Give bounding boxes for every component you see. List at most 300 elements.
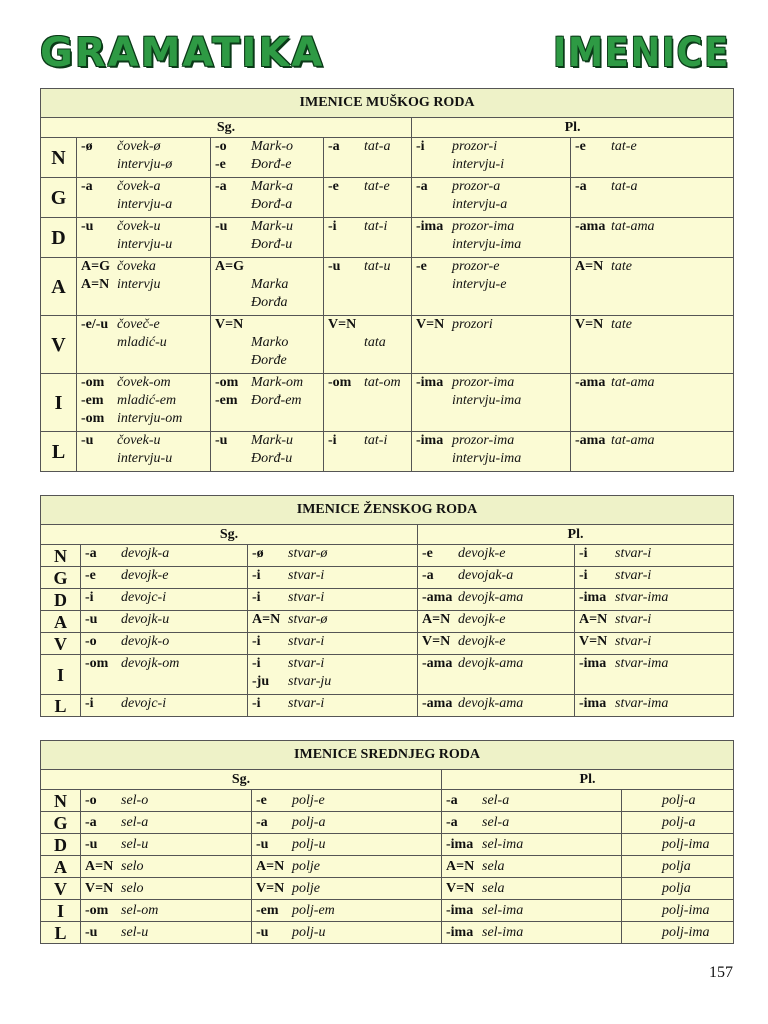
word-form: sela (482, 858, 505, 874)
suffix: -ama (575, 219, 606, 234)
form-cell (418, 567, 575, 589)
form-cell (571, 178, 734, 218)
masculine-nouns-table (40, 88, 734, 472)
table-row (41, 900, 734, 922)
suffix: -a (85, 546, 97, 561)
word-form: tat-e (364, 179, 390, 194)
table-row (41, 545, 734, 567)
form-cell (418, 545, 575, 567)
word-form: Đorđ-u (251, 451, 293, 466)
form-cell (324, 178, 412, 218)
word-form: tat-i (364, 433, 388, 448)
word-form: Đorđe (251, 353, 287, 368)
suffix: -o (215, 139, 227, 154)
form-cell (81, 878, 252, 900)
case-label: N (41, 790, 81, 812)
table-row (41, 655, 734, 695)
word-form: Mark-a (251, 179, 293, 194)
suffix (626, 836, 662, 854)
word-form: mladić-em (117, 393, 177, 408)
form-cell (575, 545, 734, 567)
suffix: V=N (422, 634, 451, 649)
suffix (215, 450, 251, 468)
case-label: L (41, 432, 77, 472)
suffix: A=N (446, 858, 475, 874)
form-cell (324, 316, 412, 374)
form-cell (622, 922, 734, 944)
suffix (626, 880, 662, 898)
table-row (41, 633, 734, 655)
word-form: sel-ima (482, 924, 524, 940)
form-cell (622, 878, 734, 900)
case-label: L (41, 922, 81, 944)
suffix: -e (85, 568, 96, 583)
suffix: -a (446, 814, 458, 830)
plural-header: Pl. (418, 525, 734, 545)
form-cell (622, 900, 734, 922)
word-form: prozori (452, 317, 493, 332)
form-cell (442, 900, 622, 922)
word-form: tate (611, 259, 632, 274)
form-cell (442, 790, 622, 812)
suffix (81, 196, 117, 214)
form-cell (442, 856, 622, 878)
word-form: polj-a (662, 792, 696, 808)
table-row (41, 790, 734, 812)
neuter-nouns-table (40, 740, 734, 944)
case-label: G (41, 812, 81, 834)
word-form: prozor-ima (452, 219, 515, 234)
form-cell (248, 611, 418, 633)
case-label: A (41, 258, 77, 316)
suffix: V=N (579, 634, 608, 649)
suffix: -ima (579, 696, 607, 711)
singular-header: Sg. (41, 118, 412, 138)
form-cell (77, 316, 211, 374)
suffix: -i (328, 433, 337, 448)
word-form: Mark-u (251, 433, 293, 448)
word-form: polj-e (292, 792, 325, 808)
word-form: Mark-om (251, 375, 304, 390)
table-row (41, 922, 734, 944)
word-form: sel-ima (482, 902, 524, 918)
suffix (215, 236, 251, 254)
suffix: -em (81, 393, 104, 408)
word-form: čovek-om (117, 375, 171, 390)
form-cell (571, 138, 734, 178)
word-form: sel-o (121, 792, 149, 808)
suffix: -u (81, 433, 94, 448)
word-form: polj-u (292, 836, 326, 852)
suffix (81, 236, 117, 254)
plural-header: Pl. (412, 118, 734, 138)
suffix: -u (215, 219, 228, 234)
form-cell (575, 567, 734, 589)
suffix: -u (81, 219, 94, 234)
suffix: -ama (575, 375, 606, 390)
case-label: V (41, 878, 81, 900)
suffix: -em (215, 393, 238, 408)
word-form: intervju-ima (452, 451, 522, 466)
word-form: prozor-i (452, 139, 498, 154)
form-cell (81, 589, 248, 611)
suffix: -a (256, 814, 268, 830)
suffix: -o (85, 792, 97, 808)
suffix: -ø (252, 546, 264, 561)
suffix: -ø (81, 139, 93, 154)
case-label: L (41, 695, 81, 717)
table-row (41, 258, 734, 316)
suffix (626, 858, 662, 876)
singular-header: Sg. (41, 770, 442, 790)
word-form: intervju-a (117, 197, 173, 212)
form-cell (81, 633, 248, 655)
suffix: -ima (416, 433, 444, 448)
feminine-nouns-table (40, 495, 734, 717)
word-form: sela (482, 880, 505, 896)
word-form: polj-em (292, 902, 335, 918)
word-form: Mark-u (251, 219, 293, 234)
suffix: -u (85, 836, 98, 852)
form-cell (81, 695, 248, 717)
form-cell (418, 633, 575, 655)
word-form: Marka (251, 277, 289, 292)
page-number: 157 (709, 964, 733, 981)
table-row (41, 834, 734, 856)
suffix: -i (85, 590, 94, 605)
suffix: -o (85, 634, 97, 649)
suffix: -ima (416, 219, 444, 234)
word-form: tat-u (364, 259, 391, 274)
form-cell (412, 258, 571, 316)
word-form: polja (662, 858, 691, 874)
table-row (41, 432, 734, 472)
word-form: Đorđ-u (251, 237, 293, 252)
word-form: sel-a (121, 814, 149, 830)
word-form: stvar-i (288, 634, 325, 649)
form-cell (418, 655, 575, 695)
word-form: polj-a (292, 814, 326, 830)
suffix: -e (256, 792, 267, 808)
case-label: D (41, 589, 81, 611)
word-form: sel-om (121, 902, 159, 918)
suffix: A=N (81, 277, 110, 292)
form-cell (575, 611, 734, 633)
suffix: -a (416, 179, 428, 194)
suffix (81, 156, 117, 174)
table-row (41, 138, 734, 178)
word-form: devojk-e (458, 612, 506, 627)
form-cell (324, 138, 412, 178)
suffix: V=N (85, 880, 114, 896)
suffix: -u (256, 924, 269, 940)
suffix: -ima (446, 902, 474, 918)
word-form: stvar-ju (288, 674, 332, 689)
suffix: A=G (215, 259, 244, 274)
form-cell (248, 695, 418, 717)
word-form: devojk-om (121, 656, 180, 671)
word-form: intervju (117, 277, 161, 292)
case-label: G (41, 178, 77, 218)
suffix: -i (252, 568, 261, 583)
form-cell (412, 218, 571, 258)
suffix (416, 392, 452, 410)
form-cell (324, 218, 412, 258)
word-form: tat-om (364, 375, 401, 390)
word-form: devojk-a (121, 546, 170, 561)
word-form: prozor-a (452, 179, 501, 194)
table-row (41, 218, 734, 258)
word-form: stvar-i (288, 696, 325, 711)
word-form: čovek-ø (117, 139, 161, 154)
suffix: -a (215, 179, 227, 194)
suffix: -i (416, 139, 425, 154)
word-form: stvar-i (288, 568, 325, 583)
form-cell (252, 922, 442, 944)
form-cell (252, 900, 442, 922)
word-form: čoveč-e (117, 317, 160, 332)
word-form: Đorđ-e (251, 157, 292, 172)
suffix: -ama (422, 696, 453, 711)
form-cell (248, 633, 418, 655)
word-form: stvar-i (288, 656, 325, 671)
suffix (626, 924, 662, 942)
word-form: prozor-ima (452, 433, 515, 448)
word-form: Marko (251, 335, 289, 350)
word-form: intervju-om (117, 411, 183, 426)
suffix: A=N (579, 612, 608, 627)
suffix: -om (215, 375, 239, 390)
form-cell (412, 432, 571, 472)
word-form: polj-ima (662, 902, 710, 918)
word-form: polje (292, 880, 320, 896)
word-form: stvar-ima (615, 696, 669, 711)
suffix: -em (256, 902, 279, 918)
table-row (41, 878, 734, 900)
form-cell (622, 834, 734, 856)
word-form: devojk-o (121, 634, 170, 649)
suffix: -a (328, 139, 340, 154)
word-form: sel-a (482, 792, 510, 808)
form-cell (575, 655, 734, 695)
page-title-gramatika: GRAMATIKA (40, 30, 325, 76)
word-form: prozor-e (452, 259, 500, 274)
word-form: tat-e (611, 139, 637, 154)
suffix (626, 792, 662, 810)
form-cell (575, 695, 734, 717)
form-cell (81, 856, 252, 878)
word-form: intervju-a (452, 197, 508, 212)
suffix: -om (328, 375, 352, 390)
form-cell (248, 655, 418, 695)
form-cell (211, 138, 324, 178)
word-form: sel-u (121, 836, 149, 852)
form-cell (211, 178, 324, 218)
suffix (215, 294, 251, 312)
word-form: tat-i (364, 219, 388, 234)
form-cell (442, 812, 622, 834)
word-form: devojc-i (121, 696, 167, 711)
form-cell (77, 178, 211, 218)
suffix: -u (256, 836, 269, 852)
word-form: stvar-ima (615, 590, 669, 605)
word-form: čovek-u (117, 219, 161, 234)
word-form: devojk-ama (458, 696, 524, 711)
form-cell (571, 258, 734, 316)
case-label: A (41, 611, 81, 633)
word-form: Mark-o (251, 139, 293, 154)
word-form: prozor-ima (452, 375, 515, 390)
form-cell (412, 138, 571, 178)
form-cell (622, 790, 734, 812)
suffix: -ima (579, 590, 607, 605)
word-form: Đorđ-em (251, 393, 302, 408)
word-form: devojc-i (121, 590, 167, 605)
page-title-imenice: IMENICE (553, 30, 730, 76)
suffix: A=N (575, 259, 604, 274)
word-form: polj-ima (662, 836, 710, 852)
form-cell (81, 812, 252, 834)
suffix: -e (575, 139, 586, 154)
suffix: -ju (252, 674, 270, 689)
word-form: devojk-e (121, 568, 169, 583)
word-form: sel-a (482, 814, 510, 830)
word-form: devojk-ama (458, 590, 524, 605)
word-form: stvar-i (615, 634, 652, 649)
word-form: devojk-e (458, 546, 506, 561)
case-label: D (41, 218, 77, 258)
form-cell (81, 567, 248, 589)
form-cell (412, 316, 571, 374)
form-cell (412, 374, 571, 432)
suffix: -ima (446, 836, 474, 852)
form-cell (252, 834, 442, 856)
word-form: sel-ima (482, 836, 524, 852)
word-form: polj-ima (662, 924, 710, 940)
suffix: -i (579, 546, 588, 561)
word-form: intervju-ima (452, 393, 522, 408)
suffix (416, 236, 452, 254)
form-cell (324, 374, 412, 432)
suffix: -u (328, 259, 341, 274)
word-form: sel-u (121, 924, 149, 940)
word-form: devojak-a (458, 568, 514, 583)
form-cell (248, 545, 418, 567)
form-cell (575, 589, 734, 611)
table-row (41, 695, 734, 717)
suffix: V=N (256, 880, 285, 896)
suffix: -ama (575, 433, 606, 448)
word-form: intervju-ima (452, 237, 522, 252)
word-form: intervju-e (452, 277, 507, 292)
case-label: V (41, 633, 81, 655)
suffix (416, 276, 452, 294)
form-cell (324, 432, 412, 472)
suffix: -ima (446, 924, 474, 940)
word-form: tat-ama (611, 433, 655, 448)
word-form: devojk-ama (458, 656, 524, 671)
form-cell (418, 589, 575, 611)
word-form: mladić-u (117, 335, 167, 350)
form-cell (81, 900, 252, 922)
form-cell (211, 316, 324, 374)
suffix: -i (328, 219, 337, 234)
suffix: -a (422, 568, 434, 583)
form-cell (418, 611, 575, 633)
form-cell (418, 695, 575, 717)
suffix: -om (85, 902, 109, 918)
form-cell (324, 258, 412, 316)
word-form: polj-u (292, 924, 326, 940)
form-cell (248, 567, 418, 589)
suffix: V=N (446, 880, 475, 896)
word-form: polja (662, 880, 691, 896)
case-label: A (41, 856, 81, 878)
form-cell (81, 790, 252, 812)
table-row (41, 178, 734, 218)
suffix: -e (215, 157, 226, 172)
form-cell (571, 432, 734, 472)
table-row (41, 589, 734, 611)
form-cell (622, 856, 734, 878)
case-label: D (41, 834, 81, 856)
word-form: čovek-a (117, 179, 161, 194)
suffix: -e (422, 546, 433, 561)
table-title: IMENICE SREDNJEG RODA (41, 741, 734, 770)
suffix: -u (85, 612, 98, 627)
suffix: V=N (416, 317, 445, 332)
word-form: intervju-ø (117, 157, 173, 172)
form-cell (81, 611, 248, 633)
word-form: selo (121, 858, 144, 874)
case-label: V (41, 316, 77, 374)
suffix: -om (81, 375, 105, 390)
form-cell (571, 316, 734, 374)
suffix: A=N (422, 612, 451, 627)
word-form: tat-ama (611, 219, 655, 234)
word-form: stvar-i (615, 546, 652, 561)
word-form: intervju-i (452, 157, 505, 172)
suffix: -e (416, 259, 427, 274)
suffix (81, 450, 117, 468)
form-cell (211, 218, 324, 258)
suffix: A=N (252, 612, 281, 627)
suffix: -u (215, 433, 228, 448)
form-cell (442, 922, 622, 944)
table-row (41, 374, 734, 432)
suffix: -i (85, 696, 94, 711)
suffix: -a (446, 792, 458, 808)
word-form: devojk-u (121, 612, 170, 627)
suffix: -e/-u (81, 317, 109, 332)
form-cell (211, 374, 324, 432)
suffix: -i (252, 590, 261, 605)
suffix: -a (81, 179, 93, 194)
plural-header: Pl. (442, 770, 734, 790)
suffix: -a (575, 179, 587, 194)
suffix (215, 196, 251, 214)
suffix: -i (252, 634, 261, 649)
suffix (416, 196, 452, 214)
word-form: čoveka (117, 259, 156, 274)
suffix: V=N (215, 317, 244, 332)
suffix (416, 156, 452, 174)
word-form: stvar-i (615, 612, 652, 627)
form-cell (211, 432, 324, 472)
suffix (626, 814, 662, 832)
table-title: IMENICE ŽENSKOG RODA (41, 496, 734, 525)
suffix: -u (85, 924, 98, 940)
